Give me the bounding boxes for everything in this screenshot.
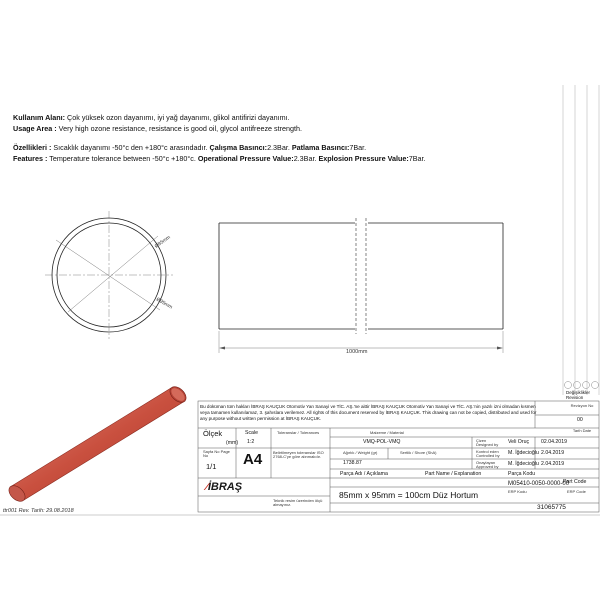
- paper-size: A4: [243, 451, 263, 468]
- approved-date: 2.04.2019: [541, 461, 565, 467]
- features-en-label: Features :: [13, 154, 48, 163]
- material-value: VMQ-POL-VMQ: [363, 439, 401, 445]
- revision-no-label: Revizyon No: [570, 403, 594, 408]
- revision-header: Değişiklikler Revision: [566, 390, 591, 400]
- features-tr-text: Sıcaklık dayanımı -50°c den +180°c arasındadır.: [51, 143, 210, 152]
- logo-swoosh-icon: ⁄: [206, 481, 208, 493]
- part-name-value: 85mm x 95mm = 100cm Düz Hortum: [339, 490, 479, 500]
- page-label: Sayfa No Page No: [203, 449, 230, 459]
- features-en-pressure-value: 2.3Bar.: [293, 154, 319, 163]
- features-en-text: Temperature tolerance between -50°c +180°c.: [47, 154, 198, 163]
- part-code-value: M05410-0050-0000-00: [508, 481, 570, 487]
- features-en-pressure-label: Operational Pressure Value:: [197, 154, 294, 163]
- tech-note: Teknik resim üzerinden ölçü almayınız.: [273, 498, 323, 508]
- revision-footer: ttr001 Rev. Tarih: 29.08.2018: [3, 508, 74, 514]
- approved-label: Onaylayan Approved by: [476, 460, 499, 470]
- section-view: [45, 211, 173, 339]
- erp-value: 31065775: [537, 504, 566, 511]
- revision-marks: [565, 382, 599, 389]
- length-label: 1000mm: [346, 349, 368, 355]
- checked-name: M. İğdecioğlu: [508, 450, 539, 456]
- checked-date: 2.04.2019: [541, 450, 565, 456]
- inner-dim-leader: [68, 236, 158, 312]
- drawn-name: Veli Oruç: [508, 439, 530, 445]
- side-view: [219, 218, 503, 355]
- scale-unit: (mm): [226, 440, 239, 446]
- outer-diameter-label: Ø95mm: [155, 296, 174, 311]
- drawn-label: Çizen Designed by: [476, 438, 499, 448]
- usage-en-text: Very high ozone resistance, resistance is good oil, glycol antifreeze strength.: [56, 124, 302, 133]
- part-label: Parça Adı / Açıklama: [340, 471, 388, 477]
- usage-tr-label: Kullanım Alanı:: [13, 113, 66, 122]
- features-en-burst-label: Explosion Pressure Value:: [318, 154, 409, 163]
- page-value: 1/1: [206, 462, 217, 471]
- inner-diameter-label: Ø85mm: [153, 234, 172, 250]
- revision-date-label: Tarih Date: [572, 428, 592, 433]
- features-tr-pressure-value: 2.3Bar.: [267, 143, 292, 152]
- hose-render: [6, 384, 189, 505]
- tolerance-label: Toleranslar / Tolerances: [277, 430, 320, 435]
- material-label: Malzeme / Material: [370, 430, 404, 435]
- tolerance-note: Belirtilmeyen toleranslar ISO 2768-C'ye göre alınmalıdır.: [273, 450, 324, 460]
- drawn-date: 02.04.2019: [541, 439, 567, 445]
- features-en-burst-value: 7Bar.: [408, 154, 426, 163]
- part-code-label: Parça Kodu: [508, 471, 536, 477]
- logo-text: İBRAŞ: [207, 481, 243, 493]
- checked-label: Kontrol eden Controlled by: [476, 449, 500, 459]
- features-tr-pressure-label: Çalışma Basıncı:: [209, 143, 268, 152]
- features-tr-burst-label: Patlama Basıncı:: [291, 143, 350, 152]
- scale-value: 1:2: [247, 439, 255, 445]
- part-name-label: Part Name / Explanation: [425, 471, 482, 477]
- usage-tr-text: Çok yüksek ozon dayanımı, iyi yağ dayanımı, glikol antifirizi dayanımı.: [65, 113, 290, 122]
- usage-en-label: Usage Area :: [13, 124, 57, 133]
- features-tr-burst-value: 7Bar.: [349, 143, 367, 152]
- company-logo: [206, 481, 242, 493]
- erp-code-label: ERP Code: [567, 489, 586, 494]
- weight-value: 1738.87: [343, 460, 362, 466]
- scale-label: Scale: [245, 430, 258, 436]
- hardness-label: Sertlik / Shore (ShA): [400, 450, 437, 455]
- features-tr-label: Özellikleri :: [13, 143, 52, 152]
- approved-name: M. İğdecioğlu: [508, 461, 539, 467]
- erp-label: ERP Kodu: [508, 489, 527, 494]
- copyright-notice: Bu doküman tüm hakları İBRAŞ KAUÇUK Otomotiv Yan Sanayi ve TİC. AŞ.'ne aittir İBRAŞ KAUÇUK Otomotiv Yan Sanayi ve TİC. AŞ.'nin yazılı izni olmadan kısmen veya tamamen kullanılamaz, 3. şahıslara verilemez. All rights of this document reserved by İBRAŞ KAUÇUK. This drawing can not be copied, distributed and used for any purpose without written permission at İBRAŞ KAUÇUK.: [200, 404, 537, 421]
- weight-label: Ağırlık / Weight (gr): [343, 450, 378, 455]
- scale-tr-label: Ölçek: [203, 429, 223, 438]
- part-code-en: Part Code: [563, 479, 587, 485]
- revision-no-value: 00: [577, 417, 583, 423]
